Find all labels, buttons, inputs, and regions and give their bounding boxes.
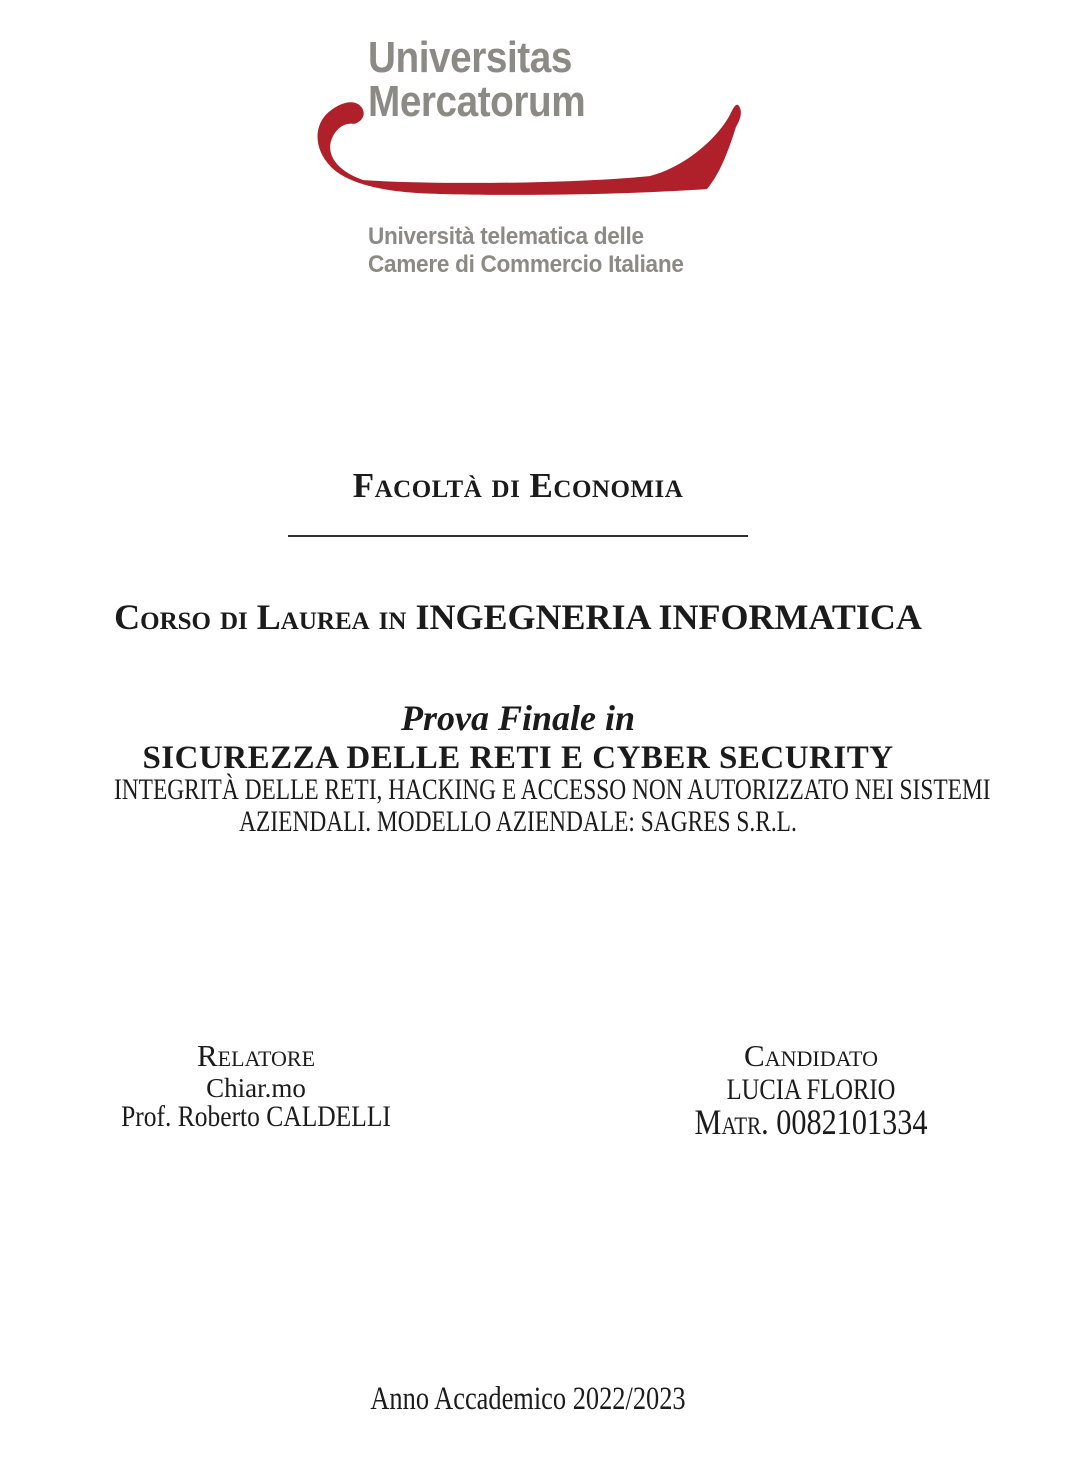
candidate-name: LUCIA FLORIO bbox=[726, 1073, 896, 1106]
logo-name-line1: Universitas bbox=[368, 33, 572, 82]
logo-name-line2: Mercatorum bbox=[368, 77, 586, 126]
faculty-title: Facoltà di Economia bbox=[352, 466, 684, 505]
thesis-course-title: SICUREZZA DELLE RETI E CYBER SECURITY bbox=[142, 740, 894, 776]
degree-program: INGEGNERIA INFORMATICA bbox=[415, 597, 922, 637]
advisor-honorific: Chiar.mo bbox=[206, 1073, 306, 1103]
degree-prefix: Corso di Laurea in bbox=[114, 597, 416, 637]
candidate-matricola bbox=[676, 1102, 946, 1142]
advisor-section bbox=[95, 1038, 417, 1132]
matricola-number: 0082101334 bbox=[776, 1102, 928, 1142]
swoosh-shape bbox=[318, 102, 741, 195]
matricola-label: Matr. bbox=[694, 1102, 777, 1142]
logo-swoosh-svg bbox=[286, 94, 748, 198]
tagline-line2: Camere di Commercio Italiane bbox=[368, 251, 684, 278]
university-tagline bbox=[368, 223, 684, 279]
candidate-section bbox=[650, 1038, 972, 1142]
advisor-name: Prof. Roberto CALDELLI bbox=[121, 1100, 391, 1133]
logo-swoosh-icon bbox=[286, 94, 748, 198]
degree-title bbox=[0, 596, 1036, 638]
thesis-subtitle bbox=[113, 773, 991, 838]
thesis-subtitle-line1: INTEGRITÀ DELLE RETI, HACKING E ACCESSO NON AUTORIZZATO NEI SISTEMI bbox=[113, 773, 991, 806]
academic-year: Anno Accademico 2022/2023 bbox=[370, 1381, 686, 1417]
advisor-heading: Relatore bbox=[196, 1038, 316, 1073]
tagline-line1: Università telematica delle bbox=[368, 223, 644, 250]
thesis-intro: Prova Finale in bbox=[400, 698, 636, 738]
thesis-subtitle-line2: AZIENDALI. MODELLO AZIENDALE: SAGRES S.R.L. bbox=[239, 805, 797, 838]
candidate-heading: Candidato bbox=[744, 1038, 878, 1073]
divider-line bbox=[288, 535, 748, 537]
